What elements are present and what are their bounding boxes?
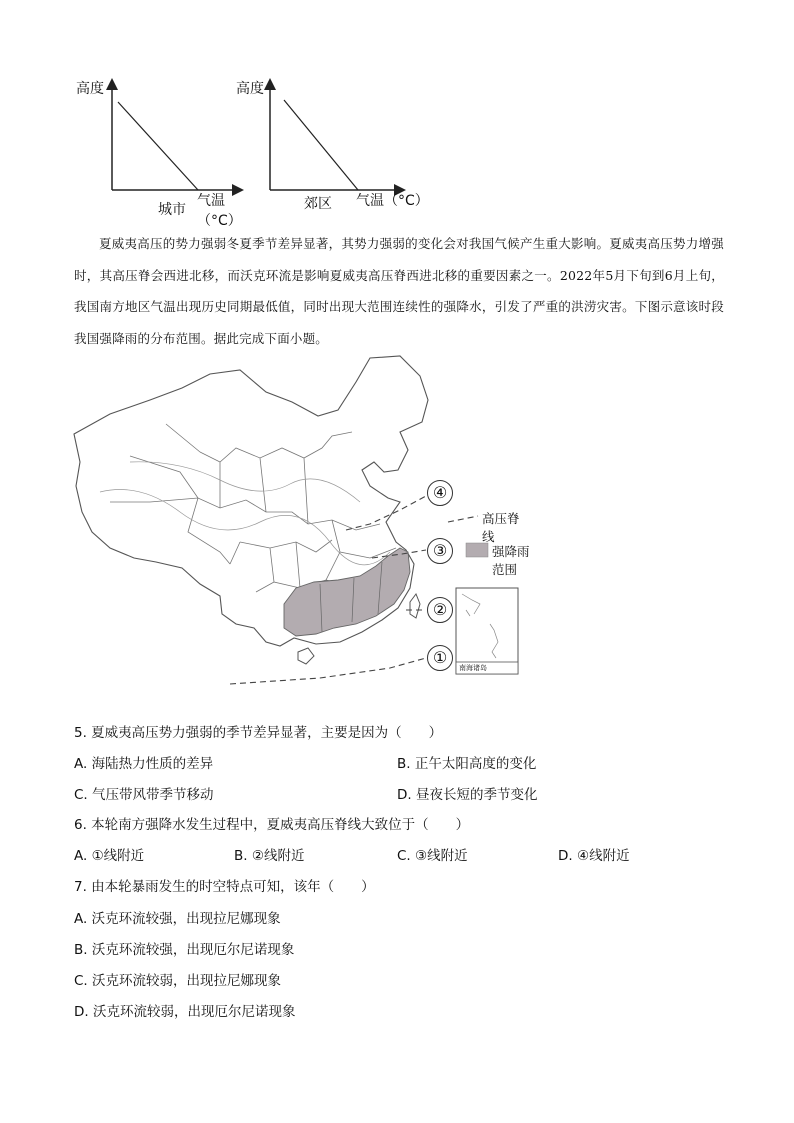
urban-temperature-line xyxy=(118,102,198,190)
suburb-x-label: 气温（°C） xyxy=(356,193,429,209)
question-5-option-d[interactable]: D. 昼夜长短的季节变化 xyxy=(397,787,538,803)
graph-suburb xyxy=(228,72,438,222)
question-7-option-a[interactable]: A. 沃克环流较强，出现拉尼娜现象 xyxy=(74,911,281,927)
passage xyxy=(74,228,724,354)
suburb-location-label: 郊区 xyxy=(304,196,332,212)
question-5-option-c[interactable]: C. 气压带风带季节移动 xyxy=(74,787,214,803)
inset-label: 南海诸岛 xyxy=(459,664,487,672)
legend-rain-label: 强降雨范围 xyxy=(492,544,530,577)
line-1 xyxy=(230,658,426,684)
question-6-stem: 6. 本轮南方强降水发生过程中，夏威夷高压脊线大致位于（ ） xyxy=(74,817,470,833)
legend-ridge-sample xyxy=(448,516,478,522)
legend-ridge-label: 高压脊线 xyxy=(482,511,520,544)
question-5-option-b[interactable]: B. 正午太阳高度的变化 xyxy=(397,756,537,772)
passage-text: 夏威夷高压的势力强弱冬夏季节差异显著，其势力强弱的变化会对我国气候产生重大影响。夏威夷高压势力增强时，其高压脊会西进北移，而沃克环流是影响夏威夷高压脊西进北移的重要因素之一。2022年5月下旬到6月上旬，我国南方地区气温出现历史同期最低值，同时出现大范围连续性的强降水，引发了严重的洪涝灾害。下图示意该时段我国强降雨的分布范围。据此完成下面小题。 xyxy=(74,236,724,346)
taiwan-island xyxy=(410,594,420,618)
line-label-2: ② xyxy=(427,597,453,623)
urban-x-label: 气温（°C） xyxy=(197,193,242,229)
suburb-y-label: 高度 xyxy=(236,81,264,97)
graph-urban xyxy=(70,72,250,229)
urban-y-label: 高度 xyxy=(76,81,104,97)
question-7-option-b[interactable]: B. 沃克环流较强，出现厄尔尼诺现象 xyxy=(74,942,295,958)
question-5-option-a[interactable]: A. 海陆热力性质的差异 xyxy=(74,756,214,772)
question-6-option-a[interactable]: A. ①线附近 xyxy=(74,848,145,864)
china-rain-map xyxy=(70,352,530,692)
question-7-stem: 7. 由本轮暴雨发生的时空特点可知，该年（ ） xyxy=(74,879,375,895)
question-6-option-b[interactable]: B. ②线附近 xyxy=(234,848,305,864)
hainan-island xyxy=(298,648,314,664)
question-6-option-d[interactable]: D. ④线附近 xyxy=(558,848,630,864)
question-7-option-d[interactable]: D. 沃克环流较弱，出现厄尔尼诺现象 xyxy=(74,1004,296,1020)
question-5-stem: 5. 夏威夷高压势力强弱的季节差异显著，主要是因为（ ） xyxy=(74,725,443,741)
line-label-1: ① xyxy=(427,645,453,671)
south-china-sea-inset xyxy=(456,588,518,674)
question-7-option-c[interactable]: C. 沃克环流较弱，出现拉尼娜现象 xyxy=(74,973,282,989)
question-6-option-c[interactable]: C. ③线附近 xyxy=(397,848,468,864)
line-label-3: ③ xyxy=(427,538,453,564)
suburb-temperature-line xyxy=(284,100,358,190)
china-map-svg xyxy=(70,352,530,692)
line-label-4: ④ xyxy=(427,480,453,506)
urban-location-label: 城市 xyxy=(158,202,186,218)
legend-rain-swatch xyxy=(466,543,488,557)
